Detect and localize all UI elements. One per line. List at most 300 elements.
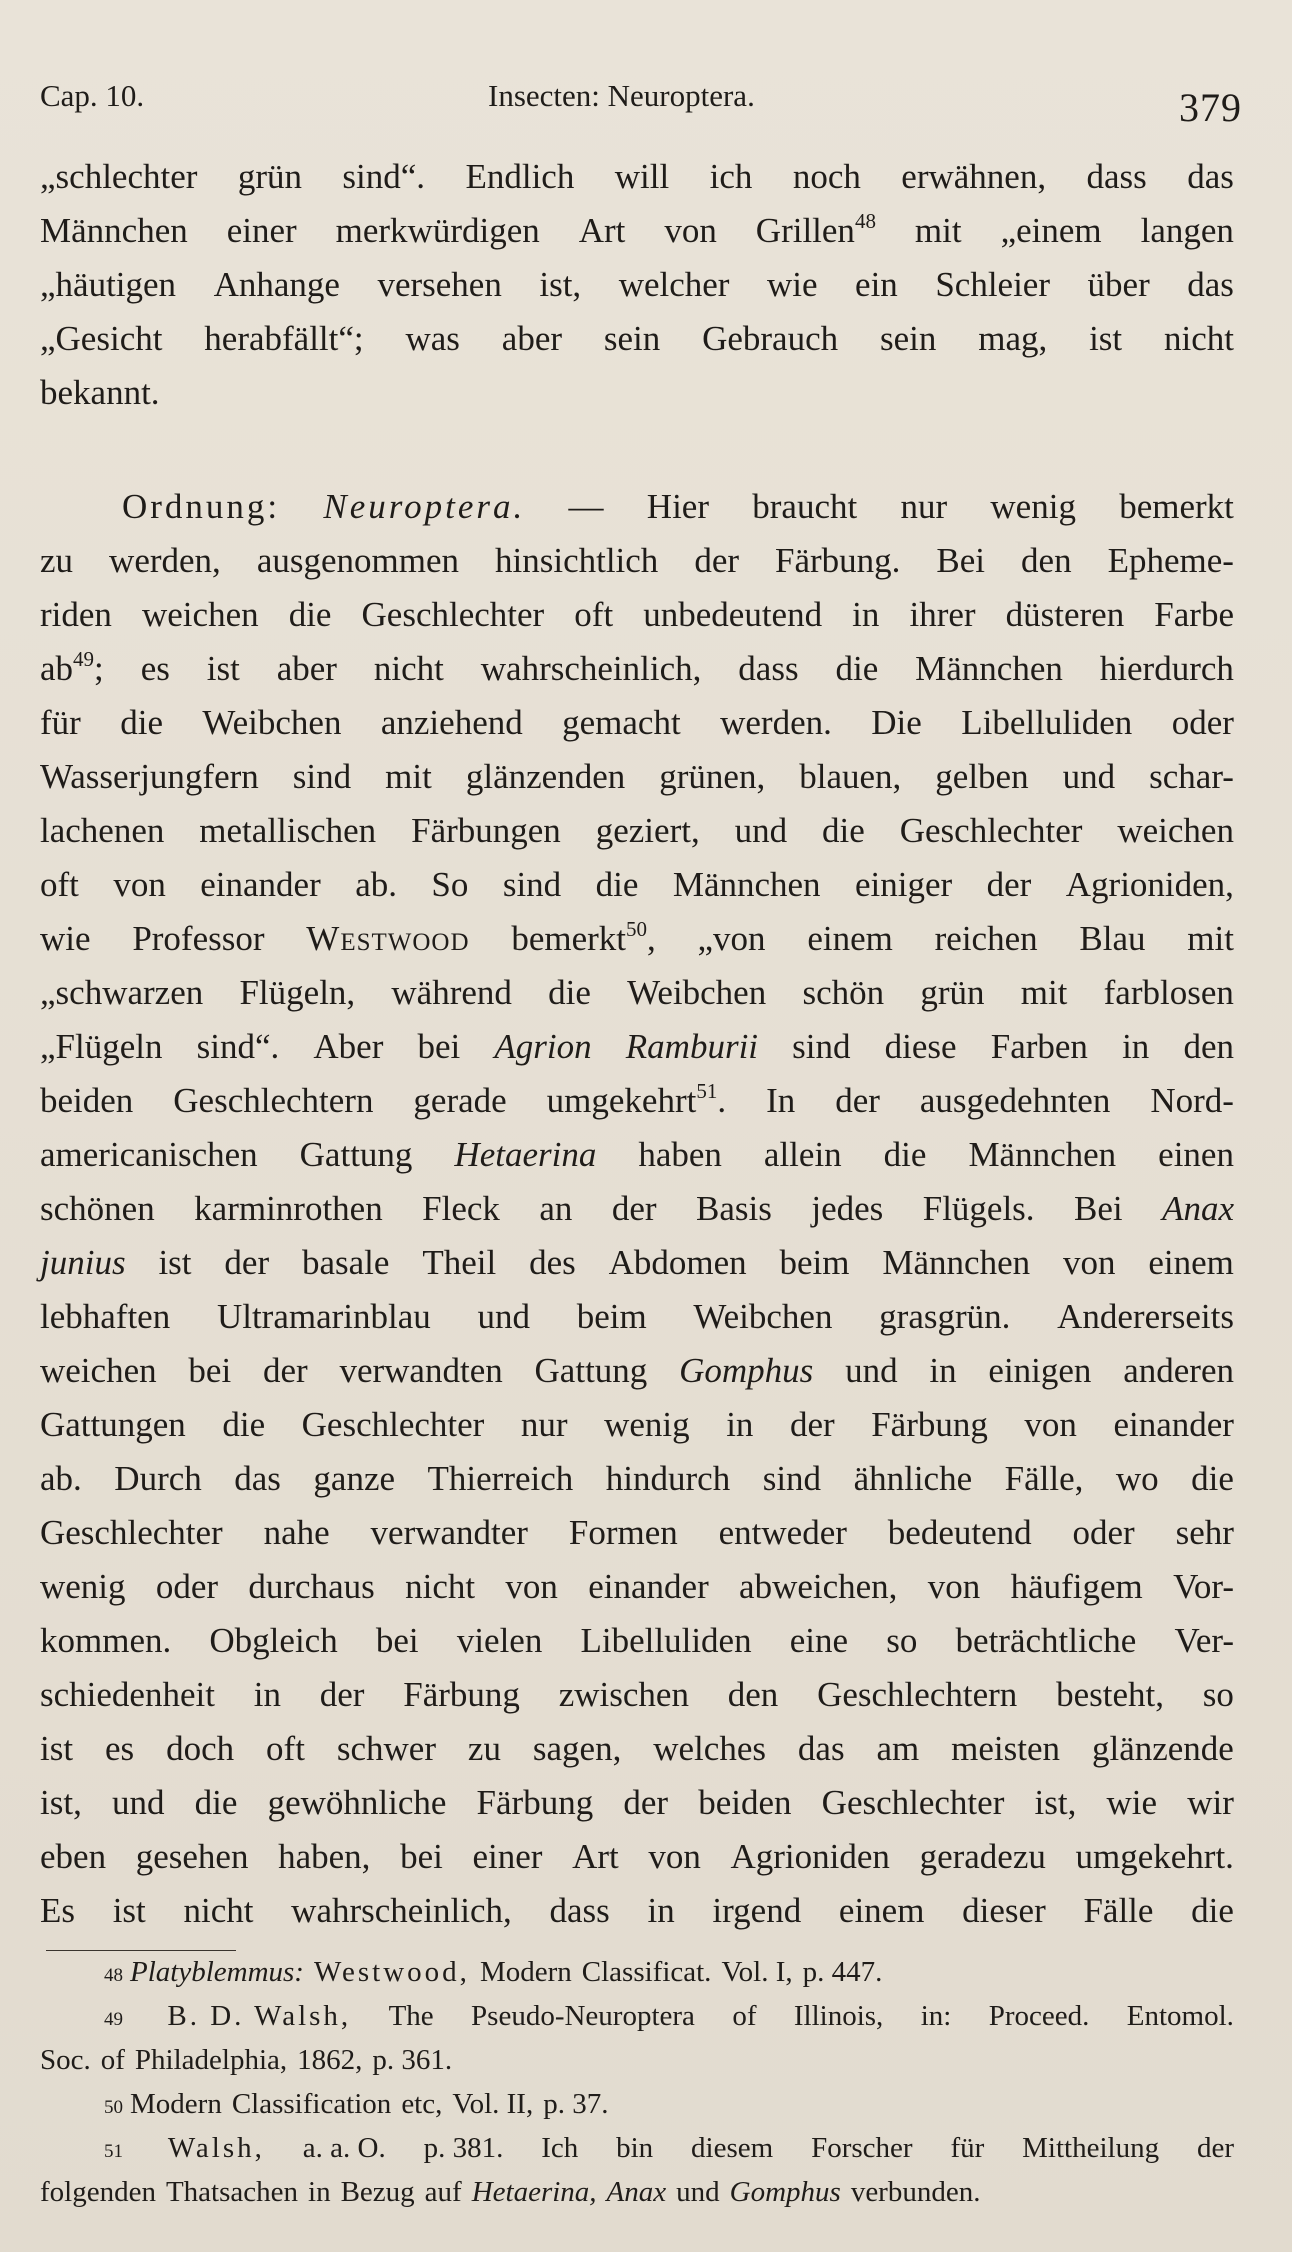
word: Geschlechter bbox=[821, 1783, 1005, 1822]
word: metallischen bbox=[199, 811, 377, 850]
word: in bbox=[929, 1351, 957, 1390]
word: in bbox=[1122, 1027, 1150, 1066]
word: von bbox=[113, 865, 166, 904]
word: Geschlechter bbox=[899, 811, 1083, 850]
word: „häutigen bbox=[40, 265, 177, 304]
word: oft bbox=[266, 1729, 305, 1768]
word: umgekehrt. bbox=[1075, 1837, 1234, 1876]
text-line bbox=[40, 858, 1234, 912]
word: grünen, bbox=[659, 757, 766, 796]
word: Ver- bbox=[1174, 1621, 1234, 1660]
text-line bbox=[40, 1452, 1234, 1506]
word: Libelluliden bbox=[961, 703, 1133, 742]
word: bin bbox=[616, 2132, 654, 2164]
word: oder bbox=[1171, 703, 1234, 742]
word: sehr bbox=[1175, 1513, 1234, 1552]
word: versehen bbox=[377, 265, 502, 304]
word: auf bbox=[424, 2176, 462, 2208]
word: nahe bbox=[263, 1513, 330, 1552]
word: Es bbox=[40, 1891, 75, 1930]
text-line bbox=[40, 1506, 1234, 1560]
word: einem bbox=[807, 919, 893, 958]
word: Agrioniden bbox=[730, 1837, 890, 1876]
text-line bbox=[40, 696, 1234, 750]
word: Geschlechtern bbox=[173, 1081, 374, 1120]
word: of bbox=[732, 2000, 757, 2032]
word: Weibchen bbox=[627, 973, 767, 1012]
word: die bbox=[120, 703, 163, 742]
word: und bbox=[1062, 757, 1116, 796]
word: Blau bbox=[1079, 919, 1146, 958]
word: Walsh, bbox=[167, 2132, 265, 2164]
word: der bbox=[224, 1243, 270, 1282]
word: welcher bbox=[618, 265, 730, 304]
word: beim bbox=[779, 1243, 850, 1282]
word: Abdomen bbox=[608, 1243, 747, 1282]
word: entweder bbox=[718, 1513, 847, 1552]
word: Geschlechter bbox=[301, 1405, 485, 1444]
word: Proceed. bbox=[988, 2000, 1090, 2032]
word: bei bbox=[400, 1837, 443, 1876]
word: der bbox=[1196, 2132, 1234, 2164]
word: weichen bbox=[142, 595, 259, 634]
word: verbunden. bbox=[850, 2176, 981, 2208]
word: vielen bbox=[456, 1621, 543, 1660]
word: wir bbox=[1187, 1783, 1234, 1822]
word: die bbox=[194, 1783, 238, 1822]
word: nicht bbox=[183, 1891, 254, 1930]
text-line bbox=[40, 1398, 1234, 1452]
footnotes bbox=[40, 1950, 1234, 2214]
word: wenig bbox=[40, 1567, 126, 1606]
text-line bbox=[40, 588, 1234, 642]
word: Hier bbox=[646, 487, 709, 526]
word: in bbox=[647, 1891, 675, 1930]
word: a. a. O. bbox=[302, 2132, 386, 2164]
word: sein bbox=[603, 319, 661, 358]
word: noch bbox=[792, 157, 861, 196]
word: von bbox=[648, 1837, 701, 1876]
word: Wasserjungfern bbox=[40, 757, 259, 796]
word: grün bbox=[920, 973, 985, 1012]
word: Geschlechter bbox=[40, 1513, 223, 1552]
word: in bbox=[253, 1675, 281, 1714]
word: erwähnen, bbox=[901, 157, 1047, 196]
word: durchaus bbox=[248, 1567, 375, 1606]
word: die bbox=[222, 1405, 266, 1444]
word: eine bbox=[789, 1621, 849, 1660]
word: gewöhnliche bbox=[267, 1783, 447, 1822]
word: Nord- bbox=[1150, 1081, 1234, 1120]
text-line bbox=[40, 534, 1234, 588]
text-line bbox=[40, 1614, 1234, 1668]
word: Mittheilung bbox=[1022, 2132, 1160, 2164]
word: herabfällt“; bbox=[204, 319, 364, 358]
word: wahrscheinlich, bbox=[480, 649, 702, 688]
word: den bbox=[727, 1675, 779, 1714]
word: mit bbox=[914, 211, 962, 250]
word: ausgenommen bbox=[256, 541, 459, 580]
word: Vol. I, bbox=[721, 1956, 793, 1988]
word: Bei bbox=[936, 541, 986, 580]
word: verwandter bbox=[370, 1513, 528, 1552]
text-line bbox=[40, 1128, 1234, 1182]
word: riden bbox=[40, 595, 112, 634]
word: „Gesicht bbox=[40, 319, 163, 358]
word: Farben bbox=[990, 1027, 1088, 1066]
word: Grillen$^{48}$ bbox=[755, 209, 876, 250]
word: bei bbox=[188, 1351, 232, 1390]
word: dass bbox=[738, 649, 799, 688]
word: — bbox=[568, 487, 604, 526]
footnote-line: 51 Walsh, a. a. O. p. 381. Ich bin diesem Forscher für Mittheilung der bbox=[40, 2126, 1234, 2170]
word: B. D. Walsh, bbox=[167, 2000, 352, 2032]
word: des bbox=[529, 1243, 576, 1282]
word: schön bbox=[802, 973, 885, 1012]
word: p. 37. bbox=[543, 2088, 609, 2120]
word: oft bbox=[40, 865, 79, 904]
word: ausgedehnten bbox=[919, 1081, 1111, 1120]
text-line bbox=[40, 642, 1234, 696]
word: die bbox=[835, 649, 879, 688]
word: braucht bbox=[752, 487, 858, 526]
word: und bbox=[845, 1351, 898, 1390]
word: wenig bbox=[604, 1405, 690, 1444]
word: ist bbox=[40, 1729, 74, 1768]
word: wie bbox=[40, 919, 91, 958]
word: Färbung bbox=[871, 1405, 988, 1444]
word: gemacht bbox=[562, 703, 681, 742]
word: grasgrün. bbox=[879, 1297, 1011, 1336]
word: umgekehrt$^{51}$. bbox=[546, 1079, 727, 1120]
word: Weibchen bbox=[202, 703, 342, 742]
word: das bbox=[1187, 157, 1234, 196]
word: wahrscheinlich, bbox=[291, 1891, 512, 1930]
word: Modern bbox=[130, 2088, 222, 2120]
footnote-line: 49 B. D. Walsh, The Pseudo-Neuroptera of Illinois, in: Proceed. Entomol. bbox=[40, 1994, 1234, 2038]
word: mit bbox=[1020, 973, 1068, 1012]
word: ein bbox=[855, 265, 898, 304]
word: Soc. bbox=[40, 2044, 91, 2076]
word: die bbox=[548, 973, 591, 1012]
text-line bbox=[40, 1074, 1234, 1128]
word: p. 361. bbox=[372, 2044, 453, 2076]
text-line bbox=[40, 1020, 1234, 1074]
running-header bbox=[40, 72, 1240, 132]
word: Philadelphia, bbox=[134, 2044, 288, 2076]
word: wie bbox=[766, 265, 818, 304]
word: Ich bbox=[541, 2132, 579, 2164]
word: „einem bbox=[1000, 211, 1102, 250]
word: Geschlechter bbox=[361, 595, 545, 634]
word: Bezug bbox=[340, 2176, 415, 2208]
word: aber bbox=[276, 649, 337, 688]
word: bemerkt bbox=[1119, 487, 1234, 526]
word: von bbox=[505, 1567, 558, 1606]
word: und bbox=[111, 1783, 165, 1822]
word: Geschlechtern bbox=[817, 1675, 1018, 1714]
word: wo bbox=[1115, 1459, 1159, 1498]
word: junius bbox=[40, 1243, 126, 1282]
word: Westwood, bbox=[313, 1956, 470, 1988]
order-label: Ordnung: bbox=[122, 487, 281, 526]
word: basale bbox=[301, 1243, 390, 1282]
word: schar- bbox=[1149, 757, 1234, 796]
word: von bbox=[1024, 1405, 1077, 1444]
word: 1862, bbox=[297, 2044, 363, 2076]
word: sind bbox=[502, 865, 562, 904]
word: Bei bbox=[1074, 1189, 1123, 1228]
word: wie bbox=[1106, 1783, 1158, 1822]
word: Classificat. bbox=[581, 1956, 712, 1988]
word: bei bbox=[417, 1027, 461, 1066]
word: etc, bbox=[401, 2088, 443, 2120]
word: Forscher bbox=[811, 2132, 913, 2164]
word: zu bbox=[467, 1729, 501, 1768]
word: irgend bbox=[712, 1891, 802, 1930]
word: Männchen bbox=[672, 865, 821, 904]
word: bemerkt$^{50}$, bbox=[511, 917, 656, 958]
word: sagen, bbox=[532, 1729, 622, 1768]
word: p. 381. bbox=[423, 2132, 504, 2164]
footnote-line: 48 Platyblemmus: Westwood, Modern Classificat. Vol. I, p. 447. bbox=[40, 1950, 1234, 1994]
word: Obgleich bbox=[209, 1621, 338, 1660]
word: diese bbox=[884, 1027, 957, 1066]
word: will bbox=[614, 157, 670, 196]
word: Modern bbox=[479, 1956, 572, 1988]
word: weichen bbox=[1117, 811, 1234, 850]
word: Die bbox=[871, 703, 922, 742]
word: hinsichtlich bbox=[495, 541, 659, 580]
word: Flügeln, bbox=[239, 973, 356, 1012]
word: Durch bbox=[114, 1459, 202, 1498]
word: haben, bbox=[278, 1837, 371, 1876]
word: Aber bbox=[313, 1027, 384, 1066]
word: einigen bbox=[988, 1351, 1092, 1390]
word: einer bbox=[472, 1837, 543, 1876]
word: „Flügeln bbox=[40, 1027, 163, 1066]
word: ist, bbox=[539, 265, 582, 304]
word: oft bbox=[574, 595, 614, 634]
word: ist bbox=[1089, 319, 1123, 358]
word: hierdurch bbox=[1099, 649, 1234, 688]
text-line bbox=[40, 1722, 1234, 1776]
word: so bbox=[1202, 1675, 1234, 1714]
word: nicht bbox=[1164, 319, 1234, 358]
word: verwandten bbox=[339, 1351, 503, 1390]
order-taxon: Neuroptera. bbox=[323, 487, 526, 526]
word: „von bbox=[697, 919, 766, 958]
word: Ultramarinblau bbox=[216, 1297, 431, 1336]
word: und bbox=[734, 811, 788, 850]
word: und bbox=[676, 2176, 720, 2208]
running-title: Insecten: Neuroptera. bbox=[488, 78, 755, 113]
word: sind bbox=[292, 757, 352, 796]
word: nur bbox=[520, 1405, 568, 1444]
word: welches bbox=[653, 1729, 766, 1768]
word: sind“. bbox=[342, 157, 426, 196]
word: p. 447. bbox=[802, 1956, 883, 1988]
word: ist, bbox=[1034, 1783, 1077, 1822]
word: So bbox=[431, 865, 469, 904]
word: in bbox=[852, 595, 880, 634]
word: einander bbox=[588, 1567, 709, 1606]
word: die bbox=[1191, 1891, 1234, 1930]
word: für bbox=[40, 703, 81, 742]
word: Gattung bbox=[299, 1135, 413, 1174]
word: bedeutend bbox=[887, 1513, 1032, 1552]
text-line bbox=[40, 804, 1234, 858]
word: ist bbox=[206, 649, 240, 688]
word: $ab^{49}$; bbox=[40, 647, 104, 688]
word: Anax bbox=[1162, 1189, 1234, 1228]
word: aber bbox=[501, 319, 563, 358]
word: hindurch bbox=[605, 1459, 731, 1498]
word: bekannt. bbox=[40, 373, 160, 412]
word: einen bbox=[1158, 1135, 1234, 1174]
word: Hetaerina bbox=[454, 1135, 597, 1174]
word: nicht bbox=[373, 649, 444, 688]
word: was bbox=[405, 319, 460, 358]
word: Anhange bbox=[213, 265, 340, 304]
word: americanischen bbox=[40, 1135, 258, 1174]
word: Thierreich bbox=[427, 1459, 574, 1498]
text-line bbox=[40, 750, 1234, 804]
word: die bbox=[1191, 1459, 1234, 1498]
word: ähnliche bbox=[853, 1459, 973, 1498]
word: dass bbox=[549, 1891, 610, 1930]
word: weichen bbox=[40, 1351, 157, 1390]
word: wenig bbox=[990, 487, 1076, 526]
word: sind“. bbox=[196, 1027, 280, 1066]
word: Fälle, bbox=[1004, 1459, 1084, 1498]
word: der bbox=[611, 1189, 657, 1228]
footnote-line bbox=[40, 2170, 1234, 2214]
word: das bbox=[234, 1459, 281, 1498]
word: farblosen bbox=[1103, 973, 1234, 1012]
word: von bbox=[664, 211, 717, 250]
text-line bbox=[40, 1290, 1234, 1344]
word: ist bbox=[112, 1891, 146, 1930]
word: einer bbox=[226, 211, 297, 250]
word: abweichen, bbox=[739, 1567, 898, 1606]
word: oder bbox=[155, 1567, 219, 1606]
word: einem bbox=[1148, 1243, 1234, 1282]
text-line bbox=[40, 366, 1234, 420]
word: einem bbox=[838, 1891, 925, 1930]
word: haben bbox=[638, 1135, 722, 1174]
word: zwischen bbox=[558, 1675, 689, 1714]
word: der bbox=[262, 1351, 308, 1390]
word: schönen bbox=[40, 1189, 155, 1228]
word: Basis bbox=[696, 1189, 772, 1228]
word: Vol. II, bbox=[452, 2088, 534, 2120]
word: besteht, bbox=[1056, 1675, 1164, 1714]
text-line bbox=[40, 204, 1234, 258]
word: beiden bbox=[698, 1783, 792, 1822]
word: Färbung bbox=[403, 1675, 520, 1714]
word: eben bbox=[40, 1837, 107, 1876]
word: nicht bbox=[405, 1567, 476, 1606]
word: folgenden bbox=[40, 2176, 156, 2208]
word: der bbox=[835, 1081, 880, 1120]
word: glänzende bbox=[1091, 1729, 1234, 1768]
word: schwer bbox=[336, 1729, 436, 1768]
word: mit bbox=[385, 757, 432, 796]
word: die bbox=[288, 595, 332, 634]
word: einiger bbox=[855, 865, 953, 904]
word: in bbox=[726, 1405, 754, 1444]
word: düsteren bbox=[1005, 595, 1125, 634]
word: der bbox=[986, 865, 1032, 904]
word: Art bbox=[572, 1837, 619, 1876]
word: das bbox=[797, 1729, 845, 1768]
word: Epheme- bbox=[1107, 541, 1234, 580]
word: am bbox=[876, 1729, 920, 1768]
word: Fälle bbox=[1083, 1891, 1154, 1930]
text-line bbox=[40, 1236, 1234, 1290]
word: ich bbox=[709, 157, 753, 196]
word: Gattungen bbox=[40, 1405, 186, 1444]
word: den bbox=[1183, 1027, 1234, 1066]
word: karminrothen bbox=[194, 1189, 383, 1228]
word: nur bbox=[900, 487, 948, 526]
word: mit bbox=[1187, 919, 1234, 958]
footnote-line: 50 Modern Classification etc, Vol. II, p. 37. bbox=[40, 2082, 1234, 2126]
paragraph-colour-crickets bbox=[40, 150, 1234, 420]
word: sind bbox=[792, 1027, 851, 1066]
word: Gomphus bbox=[729, 2176, 841, 2208]
text-line bbox=[40, 1830, 1234, 1884]
text-line bbox=[40, 1344, 1234, 1398]
word: diesem bbox=[691, 2132, 774, 2164]
word: Pseudo-Neuroptera bbox=[471, 2000, 695, 2032]
word: Entomol. bbox=[1126, 2000, 1234, 2032]
word: glänzenden bbox=[465, 757, 626, 796]
word: sein bbox=[879, 319, 937, 358]
word: beim bbox=[576, 1297, 647, 1336]
word: während bbox=[391, 973, 512, 1012]
word: die bbox=[595, 865, 639, 904]
word: Männchen bbox=[968, 1135, 1117, 1174]
text-line bbox=[40, 480, 1234, 534]
word: ist bbox=[158, 1243, 192, 1282]
word: schiedenheit bbox=[40, 1675, 215, 1714]
word: in: bbox=[920, 2000, 952, 2032]
word: sind bbox=[762, 1459, 822, 1498]
word: es bbox=[105, 1729, 135, 1768]
word: merkwürdigen bbox=[335, 211, 540, 250]
word: Gomphus bbox=[679, 1351, 814, 1390]
word: der bbox=[789, 1405, 835, 1444]
word: über bbox=[1087, 265, 1150, 304]
word: Classification bbox=[231, 2088, 392, 2120]
word: Männchen bbox=[915, 649, 1063, 688]
word: Hetaerina, bbox=[471, 2176, 597, 2208]
word: Ramburii bbox=[625, 1027, 759, 1066]
text-line bbox=[40, 912, 1234, 966]
word: ab. bbox=[355, 865, 397, 904]
word: Männchen bbox=[882, 1243, 1031, 1282]
paragraph-neuroptera bbox=[40, 480, 1234, 1938]
word: Westwood bbox=[306, 919, 470, 958]
word: es bbox=[140, 649, 170, 688]
word: Theil bbox=[422, 1243, 497, 1282]
word: die bbox=[883, 1135, 927, 1174]
word: jedes bbox=[811, 1189, 884, 1228]
word: reichen bbox=[934, 919, 1038, 958]
word: in bbox=[308, 2176, 331, 2208]
